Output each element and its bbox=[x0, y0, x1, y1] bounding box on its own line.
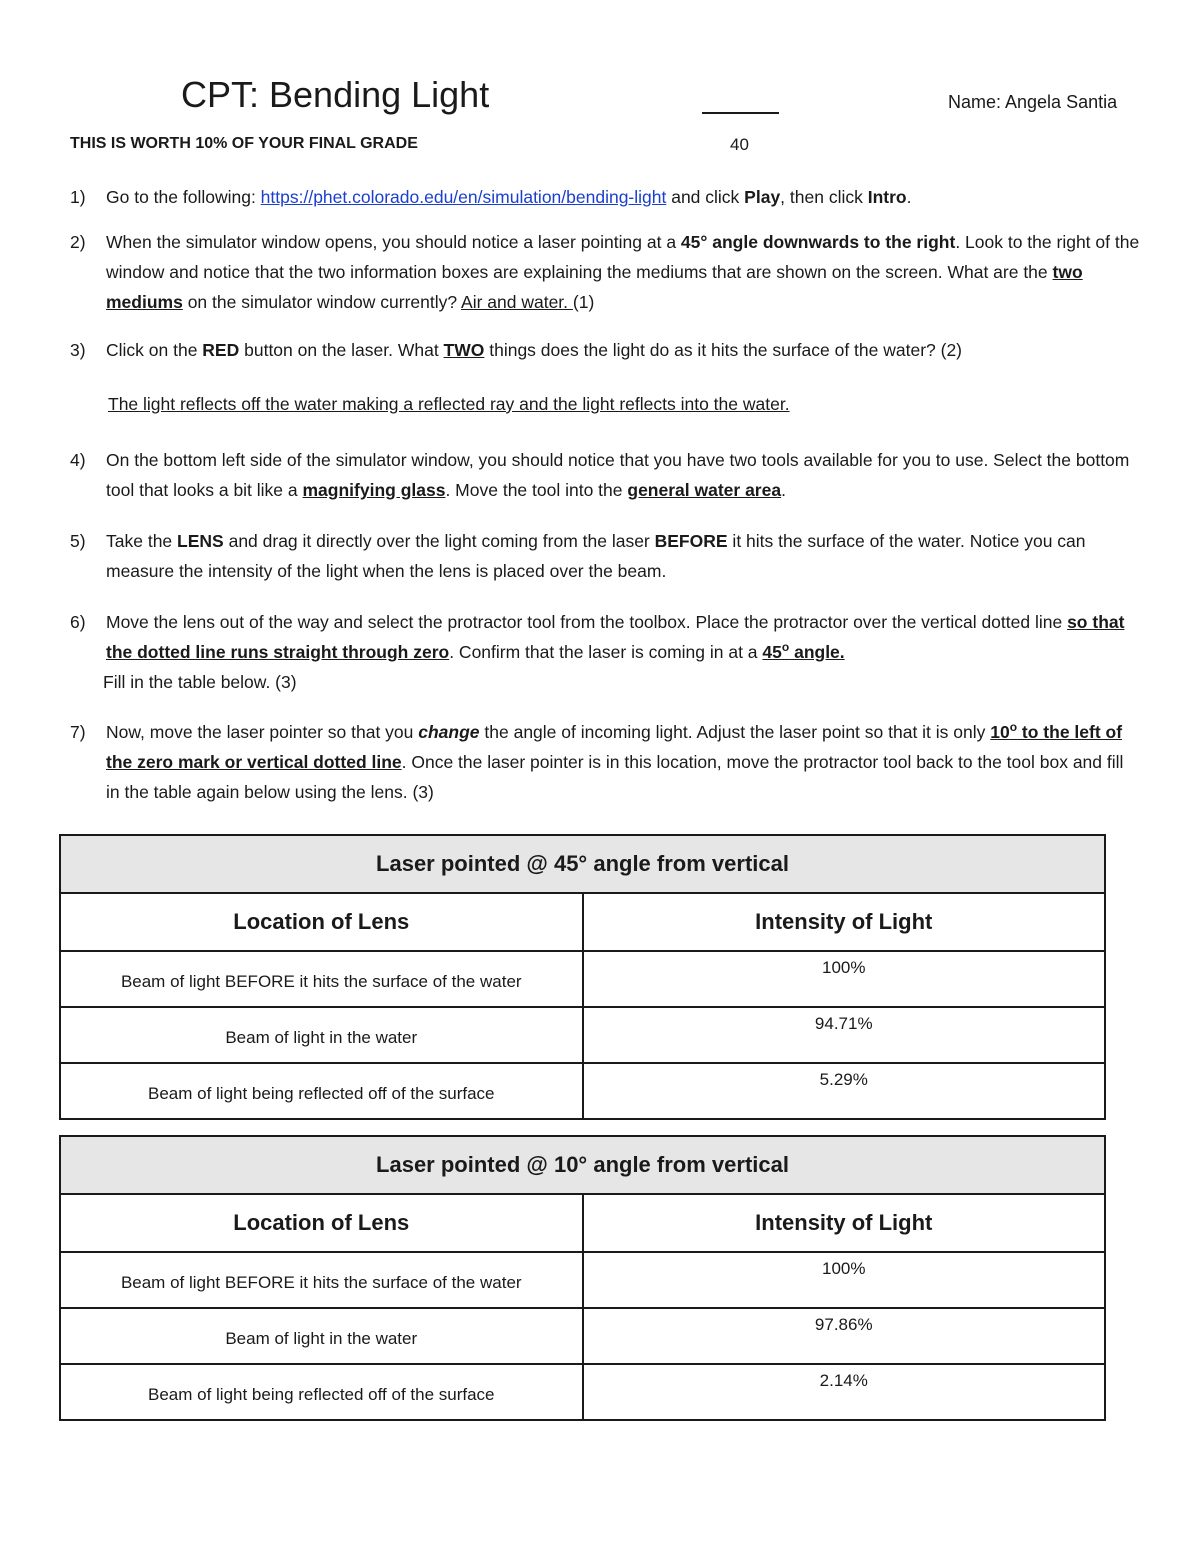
question-5 bbox=[70, 526, 1140, 586]
bold-underline-text: general water area bbox=[627, 480, 782, 500]
question-number: 1) bbox=[70, 187, 86, 207]
question-text: . bbox=[906, 187, 912, 207]
degree-sup: o bbox=[781, 640, 790, 655]
question-7 bbox=[70, 717, 1140, 807]
question-number: 4) bbox=[70, 450, 86, 470]
column-header-location: Location of Lens bbox=[60, 893, 583, 951]
table-row bbox=[60, 1063, 1105, 1119]
question-text: button on the laser. What bbox=[239, 340, 444, 360]
question-1 bbox=[70, 182, 1140, 212]
intensity-cell[interactable]: 94.71% bbox=[583, 1007, 1106, 1063]
intensity-cell[interactable]: 100% bbox=[583, 1252, 1106, 1308]
intensity-table-10 bbox=[59, 1135, 1106, 1421]
question-text: Click on the bbox=[106, 340, 203, 360]
question-text: On the bottom left side of the simulator window, you should notice that you have two tools available for you to use. Select the bottom tool that looks a bit like a bbox=[106, 450, 1130, 500]
location-cell: Beam of light BEFORE it hits the surface of the water bbox=[60, 951, 583, 1007]
bold-underline-text: TWO bbox=[443, 340, 485, 360]
question-number: 6) bbox=[70, 612, 86, 632]
score-blank-line bbox=[702, 112, 779, 114]
bold-underline-text: so that the dotted line runs straight through zero bbox=[106, 612, 1125, 662]
bold-underline-text: magnifying glass bbox=[302, 480, 446, 500]
location-cell: Beam of light being reflected off of the surface bbox=[60, 1063, 583, 1119]
question-text: Now, move the laser pointer so that you bbox=[106, 722, 419, 742]
question-6 bbox=[70, 607, 1140, 697]
answer-text: The light reflects off the water making a reflected ray and the light reflects into the water. bbox=[108, 394, 790, 414]
question-text: . bbox=[781, 480, 786, 500]
angle-value: 45 bbox=[762, 642, 782, 662]
table-row bbox=[60, 951, 1105, 1007]
question-text: (1) bbox=[572, 292, 595, 312]
bold-text: Intro bbox=[867, 187, 907, 207]
intensity-cell[interactable]: 100% bbox=[583, 951, 1106, 1007]
question-number: 7) bbox=[70, 722, 86, 742]
location-cell: Beam of light being reflected off of the surface bbox=[60, 1364, 583, 1420]
angle-value: 10 bbox=[990, 722, 1010, 742]
question-text: , then click bbox=[780, 187, 868, 207]
intensity-table-45 bbox=[59, 834, 1106, 1120]
angle-word: to the left of the zero mark or vertical dotted line bbox=[106, 722, 1123, 772]
location-cell: Beam of light in the water bbox=[60, 1007, 583, 1063]
question-text: Go to the following: bbox=[106, 187, 261, 207]
question-text: Fill in the table below. (3) bbox=[103, 672, 297, 692]
question-text: on the simulator window currently? bbox=[182, 292, 462, 312]
bold-underline-text bbox=[762, 642, 844, 662]
question-text: . Move the tool into the bbox=[445, 480, 628, 500]
question-number: 2) bbox=[70, 232, 86, 252]
table-caption: Laser pointed @ 45° angle from vertical bbox=[60, 835, 1105, 893]
question-text: it hits the surface of the water. Notice you can measure the intensity of the light when the lens is placed over the beam. bbox=[106, 531, 1086, 581]
table-caption: Laser pointed @ 10° angle from vertical bbox=[60, 1136, 1105, 1194]
question-text: and drag it directly over the light coming from the laser bbox=[223, 531, 655, 551]
bold-underline-text: two mediums bbox=[106, 262, 1083, 312]
grade-notice: THIS IS WORTH 10% OF YOUR FINAL GRADE bbox=[70, 135, 418, 152]
bold-text: 45° angle downwards to the right bbox=[680, 232, 956, 252]
question-text: . Once the laser pointer is in this location, move the protractor tool back to the tool box and fill in the table again below using the lens. (3) bbox=[106, 752, 1124, 802]
question-text: and click bbox=[666, 187, 745, 207]
location-cell: Beam of light in the water bbox=[60, 1308, 583, 1364]
intensity-cell[interactable]: 97.86% bbox=[583, 1308, 1106, 1364]
question-text: . Look to the right of the window and notice that the two information boxes are explaining the mediums that are shown on the screen. What are the bbox=[106, 232, 1140, 282]
question-text: things does the light do as it hits the surface of the water? (2) bbox=[484, 340, 963, 360]
bold-italic-text: change bbox=[418, 722, 480, 742]
page-title: CPT: Bending Light bbox=[181, 74, 490, 115]
question-3 bbox=[70, 335, 1140, 365]
question-2 bbox=[70, 227, 1140, 317]
bold-text: Play bbox=[744, 187, 781, 207]
table-row bbox=[60, 1007, 1105, 1063]
column-header-intensity: Intensity of Light bbox=[583, 1194, 1106, 1252]
answer-text: Air and water. bbox=[461, 292, 573, 312]
table-row bbox=[60, 1308, 1105, 1364]
bold-text: RED bbox=[202, 340, 240, 360]
intensity-cell[interactable]: 2.14% bbox=[583, 1364, 1106, 1420]
column-header-intensity: Intensity of Light bbox=[583, 893, 1106, 951]
score-value: 40 bbox=[730, 135, 749, 154]
intensity-cell[interactable]: 5.29% bbox=[583, 1063, 1106, 1119]
table-row bbox=[60, 1252, 1105, 1308]
degree-sup: o bbox=[1009, 720, 1018, 735]
bold-text: BEFORE bbox=[654, 531, 728, 551]
question-text: Take the bbox=[106, 531, 178, 551]
question-text: Move the lens out of the way and select the protractor tool from the toolbox. Place the protractor over the vertical dotted line bbox=[106, 612, 1068, 632]
student-name: Name: Angela Santia bbox=[948, 92, 1118, 112]
phet-link[interactable]: https://phet.colorado.edu/en/simulation/bending-light bbox=[260, 187, 667, 207]
question-4 bbox=[70, 445, 1140, 505]
table-row bbox=[60, 1364, 1105, 1420]
question-text: . Confirm that the laser is coming in at a bbox=[449, 642, 763, 662]
location-cell: Beam of light BEFORE it hits the surface of the water bbox=[60, 1252, 583, 1308]
angle-word: angle. bbox=[789, 642, 845, 662]
column-header-location: Location of Lens bbox=[60, 1194, 583, 1252]
question-number: 5) bbox=[70, 531, 86, 551]
question-number: 3) bbox=[70, 340, 86, 360]
bold-text: LENS bbox=[177, 531, 224, 551]
question-text: the angle of incoming light. Adjust the laser point so that it is only bbox=[479, 722, 991, 742]
question-text: When the simulator window opens, you should notice a laser pointing at a bbox=[106, 232, 681, 252]
